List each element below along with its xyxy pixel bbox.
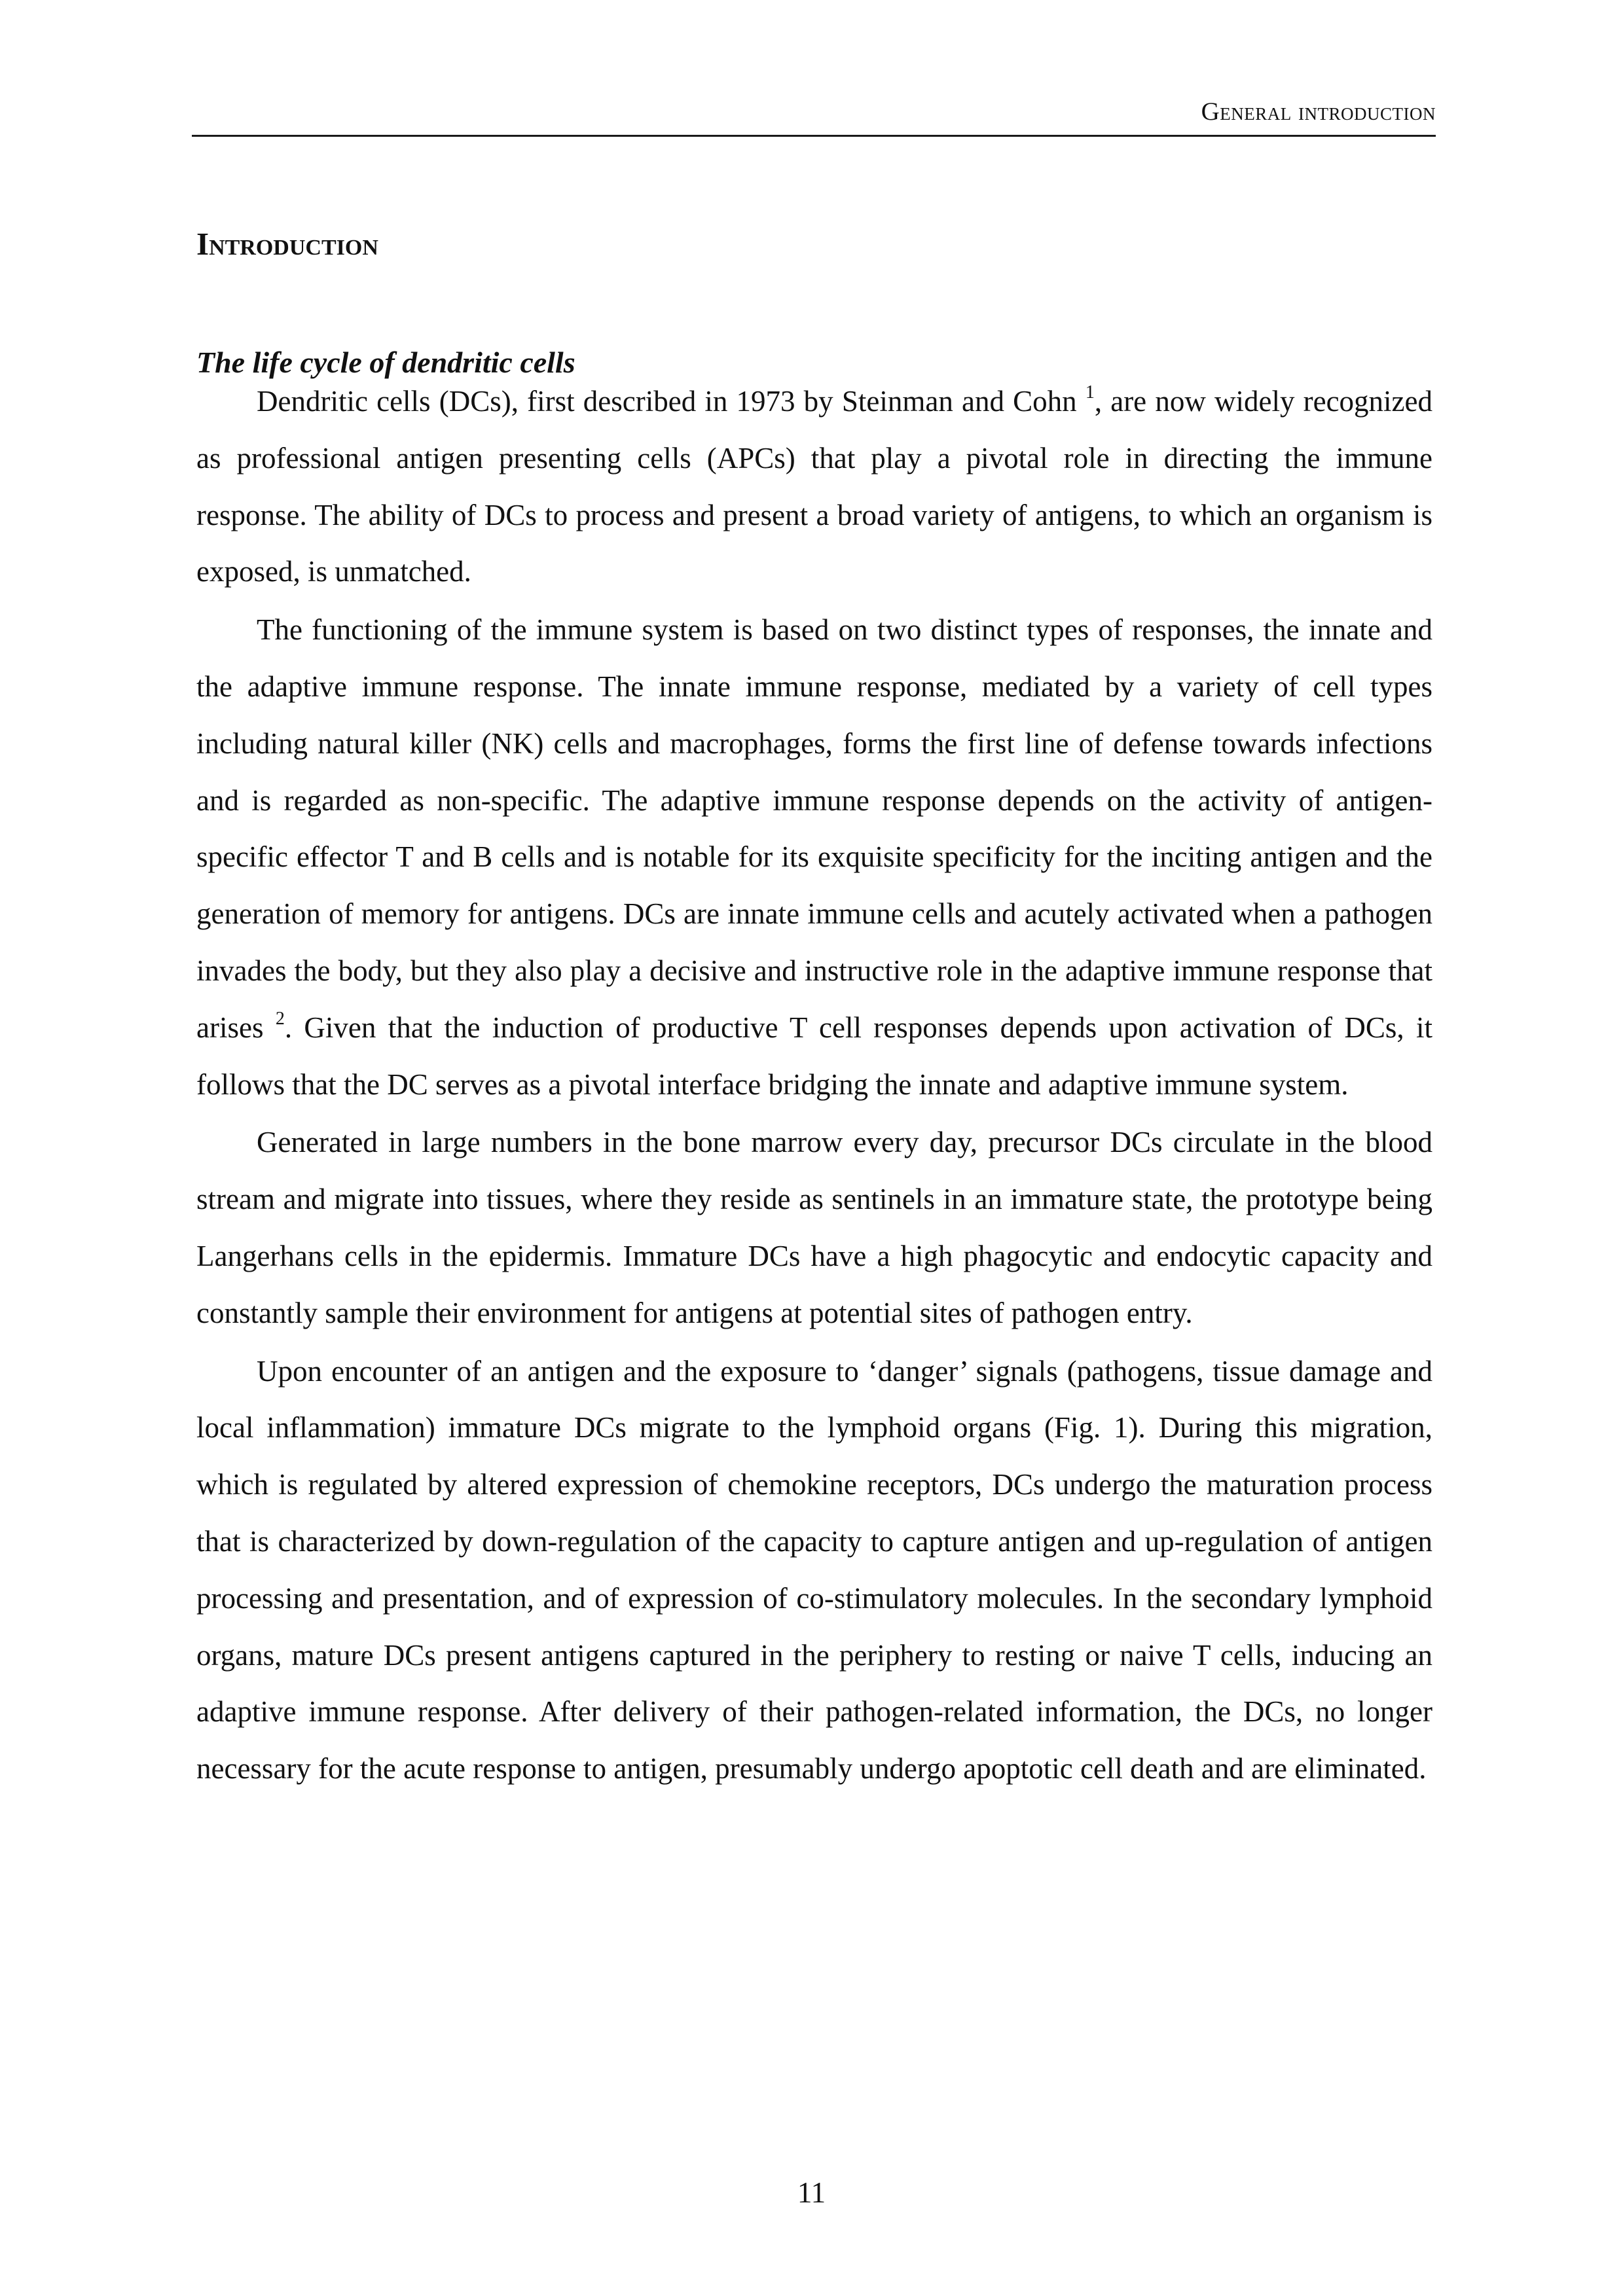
running-header: General introduction [1201,98,1436,126]
paragraph-text: Dendritic cells (DCs), first described in 1973 by Steinman and Cohn [257,385,1085,418]
paragraph-text: , are now widely recognized as professional antigen presenting cells (APCs) that play a pivotal role in directing the immune response. The ability of DCs to process and present a broad variety of antigens, to which an organism is exposed, is unmatched. [196,385,1432,588]
page-number: 11 [797,2176,826,2209]
paragraph-3: Generated in large numbers in the bone marrow every day, precursor DCs circulate in the blood stream and migrate into tissues, where they reside as sentinels in an immature state, the prototype being Langerhans cells in the epidermis. Immature DCs have a high phagocytic and endocytic capacity and constantly sample their environment for antigens at potential sites of pathogen entry. [196,1126,1432,1329]
subsection-heading: The life cycle of dendritic cells [196,346,575,380]
paragraph-text: . Given that the induction of productive T cell responses depends upon activation of DCs, it follows that the DC serves as a pivotal interface bridging the innate and adaptive immune system. [196,1011,1432,1101]
paragraph-text: The functioning of the immune system is based on two distinct types of responses, the innate and the adaptive immune response. The innate immune response, mediated by a variety of cell types including natural killer (NK) cells and macrophages, forms the first line of defense towards infections and is regarded as non-specific. The adaptive immune response depends on the activity of antigen-specific effector T and B cells and is notable for its exquisite specificity for the inciting antigen and the generation of memory for antigens. DCs are innate immune cells and acutely activated when a pathogen invades the body, but they also play a decisive and instructive role in the adaptive immune response that arises [196,613,1432,1044]
body-text [196,373,1432,1799]
paragraph-2 [196,601,1432,1113]
section-heading: Introduction [196,225,378,262]
header-rule [192,135,1436,137]
paragraph-4: Upon encounter of an antigen and the exposure to ‘danger’ signals (pathogens, tissue damage and local inflammation) immature DCs migrate to the lymphoid organs (Fig. 1). During this migration, which is regulated by altered expression of chemokine receptors, DCs undergo the maturation process that is characterized by down-regulation of the capacity to capture antigen and up-regulation of antigen processing and presentation, and of expression of co-stimulatory molecules. In the secondary lymphoid organs, mature DCs present antigens captured in the periphery to resting or naive T cells, inducing an adaptive immune response. After delivery of their pathogen-related information, the DCs, no longer necessary for the acute response to antigen, presumably undergo apoptotic cell death and are eliminated. [196,1354,1432,1785]
paragraph-1 [196,373,1432,600]
reference-marker: 2 [275,1008,285,1029]
reference-marker: 1 [1085,382,1095,403]
